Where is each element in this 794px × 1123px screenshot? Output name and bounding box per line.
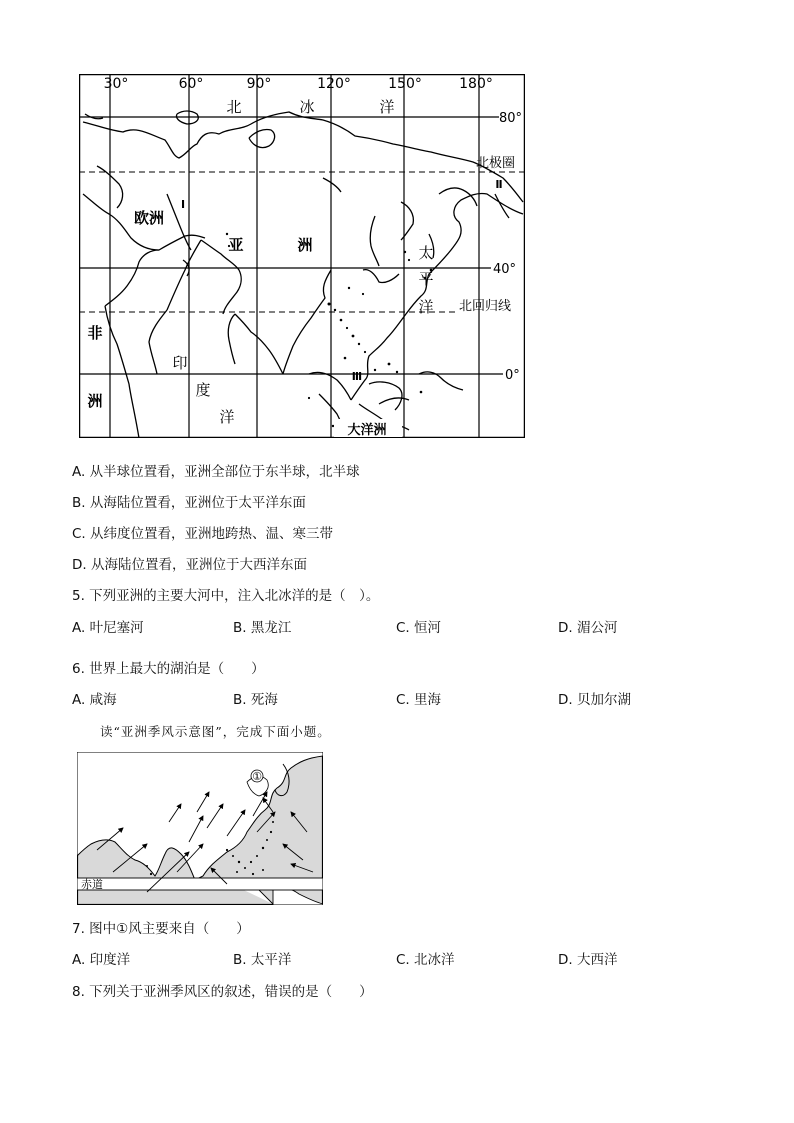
lon-label-90: 90° (246, 76, 272, 92)
europe-label: 欧洲 (133, 209, 165, 227)
q7-option-b: B. 太平洋 (233, 952, 292, 968)
q8-stem: 8. 下列关于亚洲季风区的叙述，错误的是（ ） (72, 984, 373, 1000)
reading-instruction: 读“亚洲季风示意图”，完成下面小题。 (100, 724, 331, 739)
lon-label-180: 180° (459, 76, 493, 92)
indian-ocean-char-1: 印 (172, 354, 188, 372)
marker-roman-3: Ⅲ (351, 370, 363, 383)
q5-option-a: A. 叶尼塞河 (72, 620, 144, 636)
arctic-circle-label: 北极圈 (476, 156, 516, 171)
q7-stem: 7. 图中①风主要来自（ ） (72, 921, 250, 937)
asia-char-1: 亚 (228, 236, 244, 254)
q7-option-c: C. 北冰洋 (396, 952, 455, 968)
q4-option-b: B. 从海陆位置看，亚洲位于太平洋东面 (72, 495, 306, 511)
q5-option-c: C. 恒河 (396, 620, 442, 636)
pacific-ocean-char-1: 太 (418, 244, 434, 262)
lat-label-80: 80° (499, 111, 523, 126)
q4-option-a: A. 从半球位置看，亚洲全部位于东半球，北半球 (72, 464, 360, 480)
marker-roman-2: Ⅱ (495, 178, 503, 191)
marker-roman-1: Ⅰ (180, 198, 186, 211)
lon-label-30: 30° (103, 76, 129, 92)
tropic-cancer-label: 北回归线 (459, 299, 512, 314)
q6-stem: 6. 世界上最大的湖泊是（ ） (72, 661, 265, 677)
q5-stem: 5. 下列亚洲的主要大河中，注入北冰洋的是（ ）。 (72, 588, 380, 604)
arctic-ocean-char-3: 洋 (379, 98, 395, 116)
lon-label-120: 120° (317, 76, 351, 92)
q7-option-d: D. 大西洋 (558, 952, 618, 968)
wind-marker-1: ① (252, 770, 262, 783)
equator-label: 赤道 (81, 878, 103, 891)
indian-ocean-char-2: 度 (195, 381, 211, 399)
q6-option-b: B. 死海 (233, 692, 278, 708)
indian-ocean-char-3: 洋 (219, 408, 235, 426)
africa-char-2: 洲 (87, 392, 103, 410)
q5-option-d: D. 湄公河 (558, 620, 618, 636)
q7-option-a: A. 印度洋 (72, 952, 131, 968)
arctic-ocean-char-1: 北 (226, 98, 242, 116)
asia-char-2: 洲 (297, 236, 313, 254)
pacific-ocean-char-3: 洋 (418, 298, 434, 316)
q4-option-c: C. 从纬度位置看，亚洲地跨热、温、寒三带 (72, 526, 334, 542)
lon-label-150: 150° (388, 76, 422, 92)
asia-monsoon-map (77, 752, 323, 905)
lat-label-40: 40° (493, 262, 517, 277)
asia-location-map (79, 74, 525, 438)
arctic-ocean-char-2: 冰 (299, 98, 315, 116)
q6-option-d: D. 贝加尔湖 (558, 692, 631, 708)
q6-option-c: C. 里海 (396, 692, 442, 708)
pacific-ocean-char-2: 平 (418, 270, 434, 288)
q4-option-d: D. 从海陆位置看，亚洲位于大西洋东面 (72, 557, 307, 573)
lat-label-0: 0° (505, 368, 520, 383)
africa-char-1: 非 (87, 324, 103, 342)
q5-option-b: B. 黑龙江 (233, 620, 292, 636)
lon-label-60: 60° (178, 76, 204, 92)
oceania-label: 大洋洲 (347, 423, 387, 438)
q6-option-a: A. 咸海 (72, 692, 117, 708)
